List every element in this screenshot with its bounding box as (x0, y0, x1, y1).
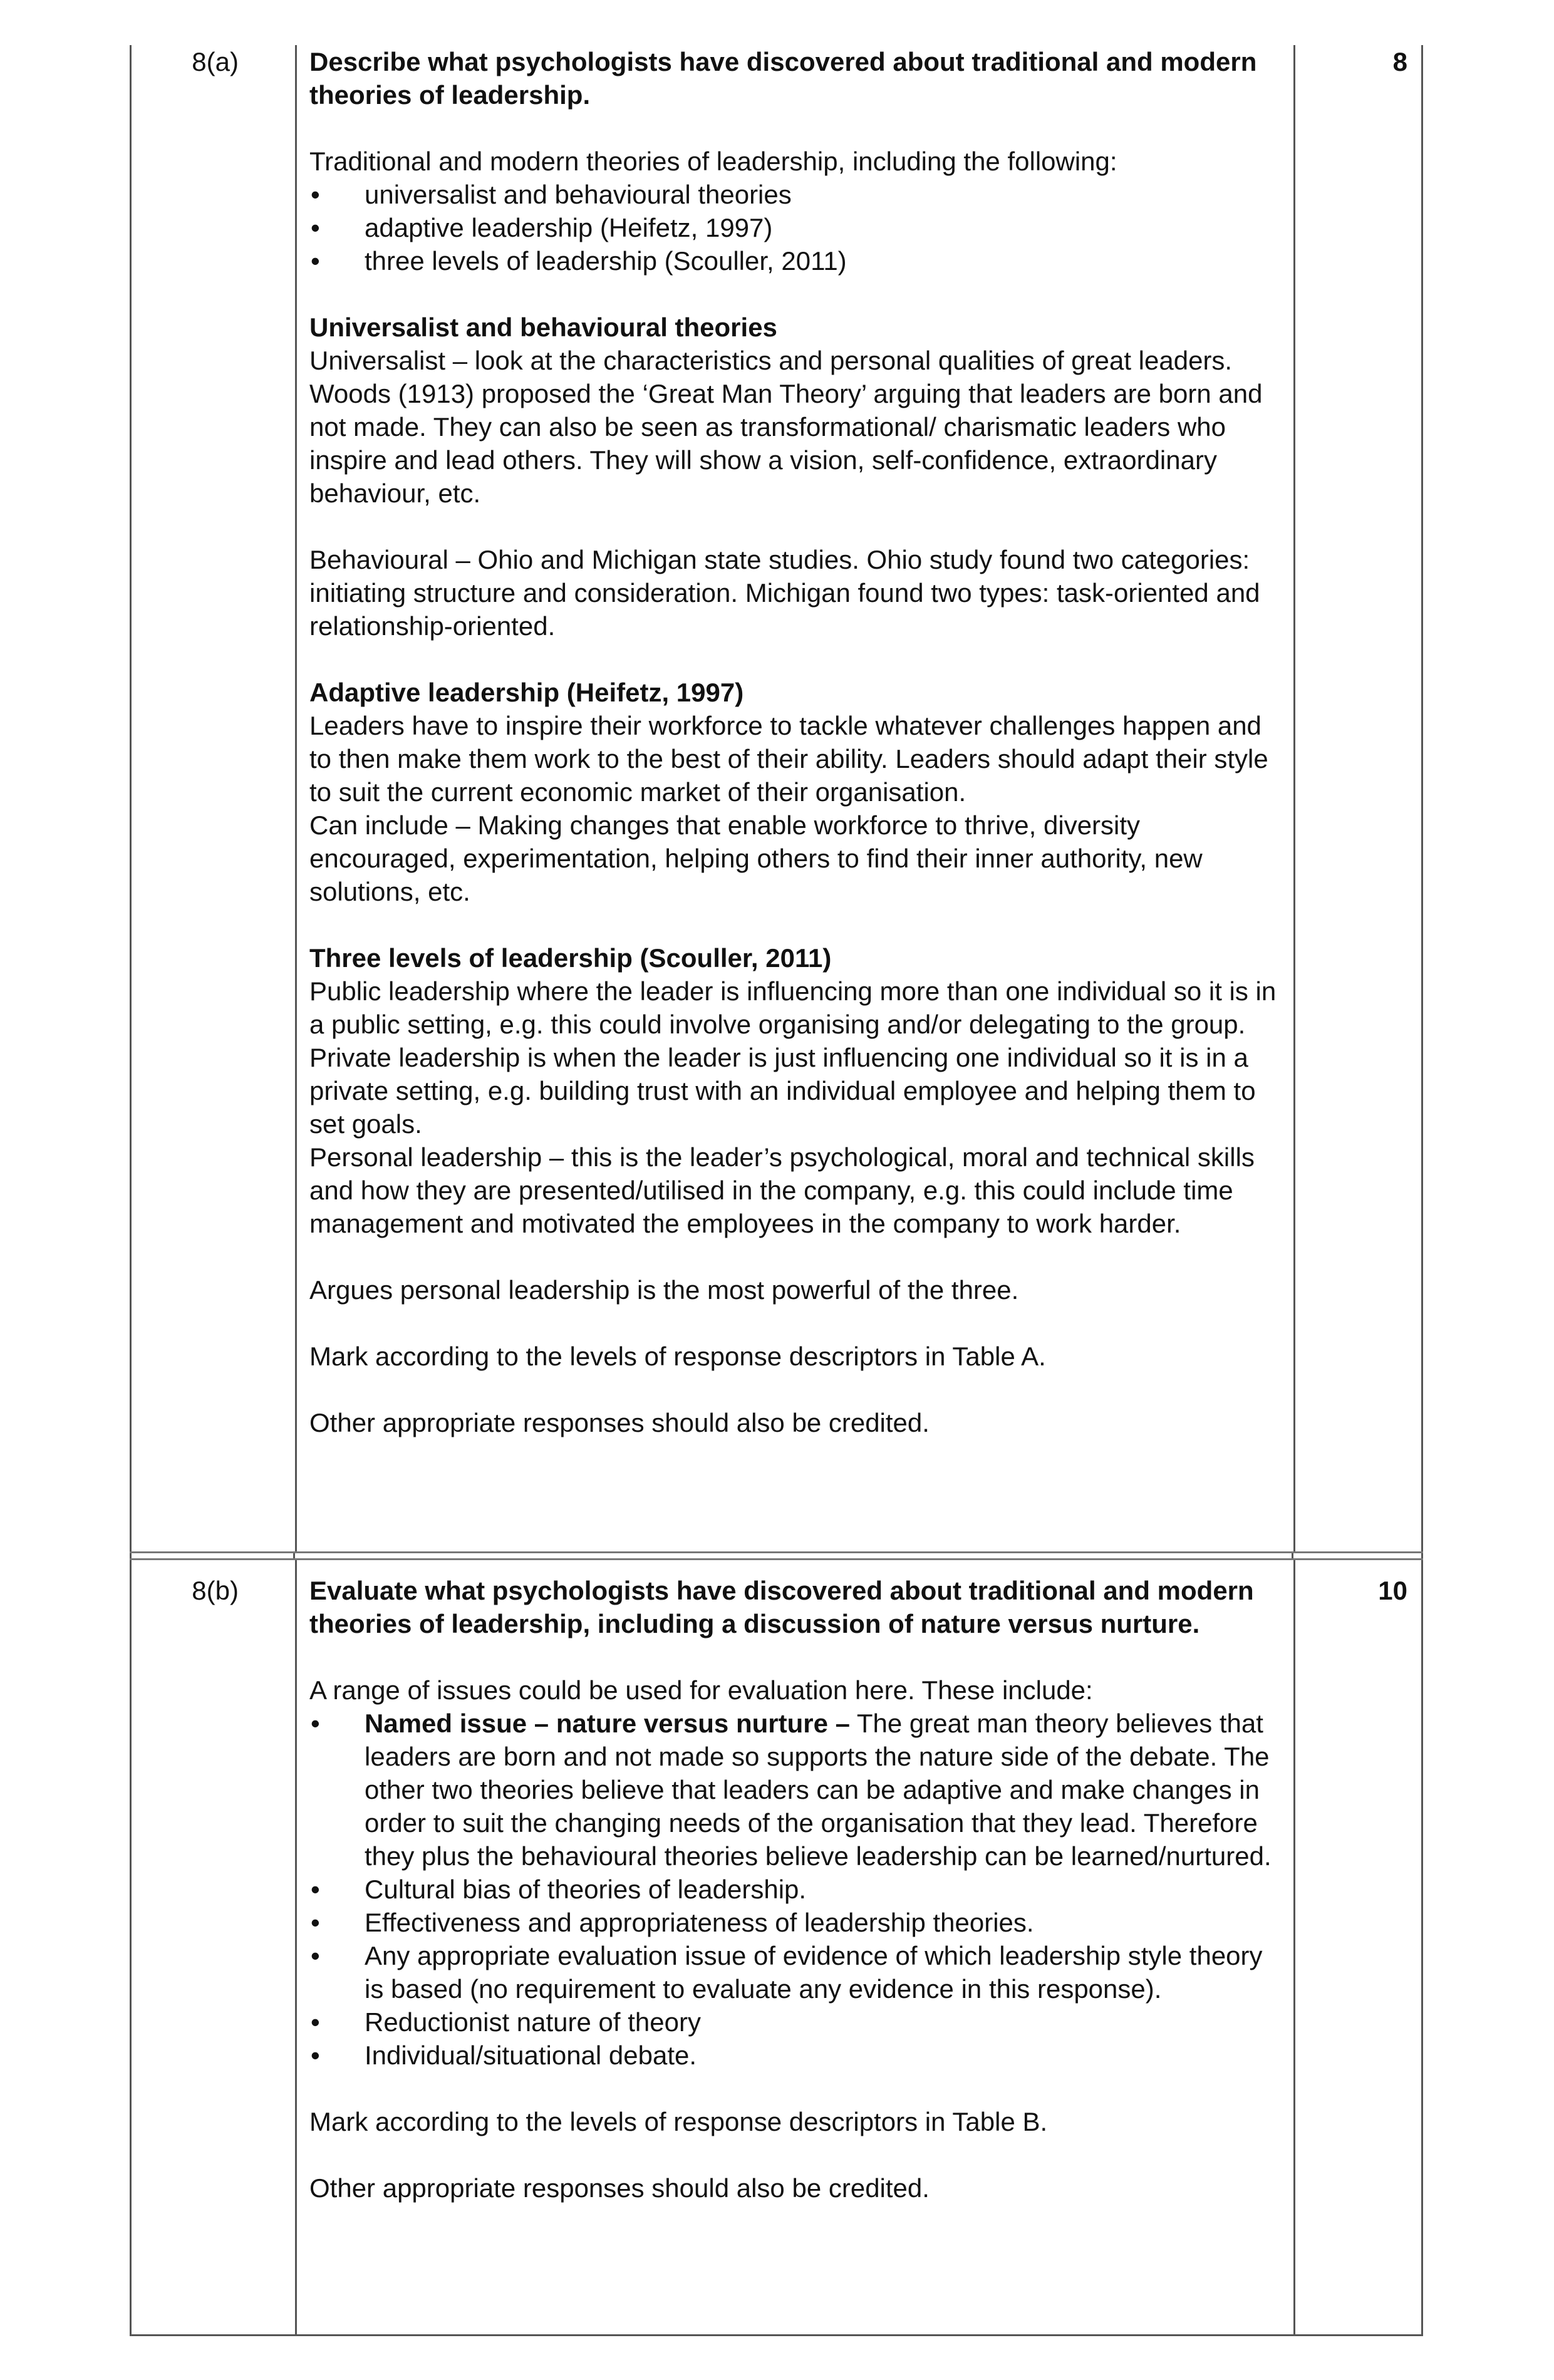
marks-value: 10 (1378, 1576, 1407, 1605)
section-heading: Adaptive leadership (Heifetz, 1997) (309, 678, 744, 707)
credit-note: Other appropriate responses should also be credited. (309, 2173, 930, 2203)
list-item: • Reductionist nature of theory (309, 2005, 1287, 2039)
marking-instruction: Mark according to the levels of response descriptors in Table A. (309, 1342, 1046, 1371)
question-row-8b (130, 1560, 1423, 2336)
question-row-8a (130, 45, 1423, 1551)
section-heading: Three levels of leadership (Scouller, 2011) (309, 943, 832, 973)
intro-text: A range of issues could be used for evaluation here. These include: (309, 1675, 1093, 1705)
bullet-list (309, 178, 1287, 277)
row-divider (130, 1551, 1423, 1560)
paragraph: Personal leadership – this is the leader’s psychological, moral and technical skills and how they are presented/utilised in the company, e.g. this could include time management and motivated the employees in the company to work harder. (309, 1142, 1255, 1238)
list-item: • universalist and behavioural theories (309, 178, 1287, 211)
named-issue-text: The great man theory believes that leaders are born and not made so supports the nature side of the debate. The other two theories believe that leaders can be adaptive and make changes in order to suit the changing needs of the organisation that they lead. Therefore they plus the behavioural theories believe leadership can be learned/nurtured. (365, 1709, 1272, 1871)
bullet-list (309, 1707, 1287, 2072)
list-item: • three levels of leadership (Scouller, 2011) (309, 244, 1287, 277)
list-item: • Individual/situational debate. (309, 2039, 1287, 2072)
paragraph: Universalist – look at the characteristics and personal qualities of great leaders. Woods (1913) proposed the ‘Great Man Theory’ arguing that leaders are born and not made. They can also be seen as transformational/ charismatic leaders who inspire and lead others. They will show a vision, self-confidence, extraordinary behaviour, etc. (309, 346, 1263, 508)
paragraph: Public leadership where the leader is influencing more than one individual so it is in a public setting, e.g. this could involve organising and/or delegating to the group. (309, 976, 1277, 1039)
paragraph: Behavioural – Ohio and Michigan state studies. Ohio study found two categories: initiating structure and consideration. Michigan found two types: task-oriented and relationship-oriented. (309, 545, 1260, 641)
paragraph: Can include – Making changes that enable workforce to thrive, diversity encouraged, experimentation, helping others to find their inner authority, new solutions, etc. (309, 810, 1203, 906)
mark-scheme-table (130, 45, 1423, 2336)
list-item: • Cultural bias of theories of leadership. (309, 1873, 1287, 1906)
intro-text: Traditional and modern theories of leadership, including the following: (309, 147, 1117, 176)
paragraph: Private leadership is when the leader is just influencing one individual so it is in a private setting, e.g. building trust with an individual employee and helping them to set goals. (309, 1043, 1256, 1139)
paragraph: Leaders have to inspire their workforce to tackle whatever challenges happen and to then make them work to the best of their ability. Leaders should adapt their style to suit the current economic market of their organisation. (309, 711, 1268, 807)
question-number: 8(b) (132, 1560, 297, 2334)
marks-value: 8 (1392, 47, 1407, 76)
list-item (309, 1707, 1287, 1873)
list-item: • adaptive leadership (Heifetz, 1997) (309, 211, 1287, 244)
question-text: Evaluate what psychologists have discovered about traditional and modern theories of leadership, including a discussion of nature versus nurture. (309, 1576, 1254, 1638)
answer-guidance (297, 1560, 1295, 2334)
marking-instruction: Mark according to the levels of response descriptors in Table B. (309, 2107, 1048, 2136)
question-text: Describe what psychologists have discovered about traditional and modern theories of leadership. (309, 47, 1257, 110)
question-number: 8(a) (132, 45, 297, 1551)
named-issue-label: Named issue – nature versus nurture – (365, 1709, 850, 1738)
answer-guidance (297, 45, 1295, 1551)
credit-note: Other appropriate responses should also be credited. (309, 1408, 930, 1437)
list-item: • Any appropriate evaluation issue of evidence of which leadership style theory is based (no requirement to evaluate any evidence in this response). (309, 1939, 1287, 2005)
list-item: • Effectiveness and appropriateness of leadership theories. (309, 1906, 1287, 1939)
conclusion-text: Argues personal leadership is the most powerful of the three. (309, 1275, 1019, 1305)
section-heading: Universalist and behavioural theories (309, 313, 777, 342)
